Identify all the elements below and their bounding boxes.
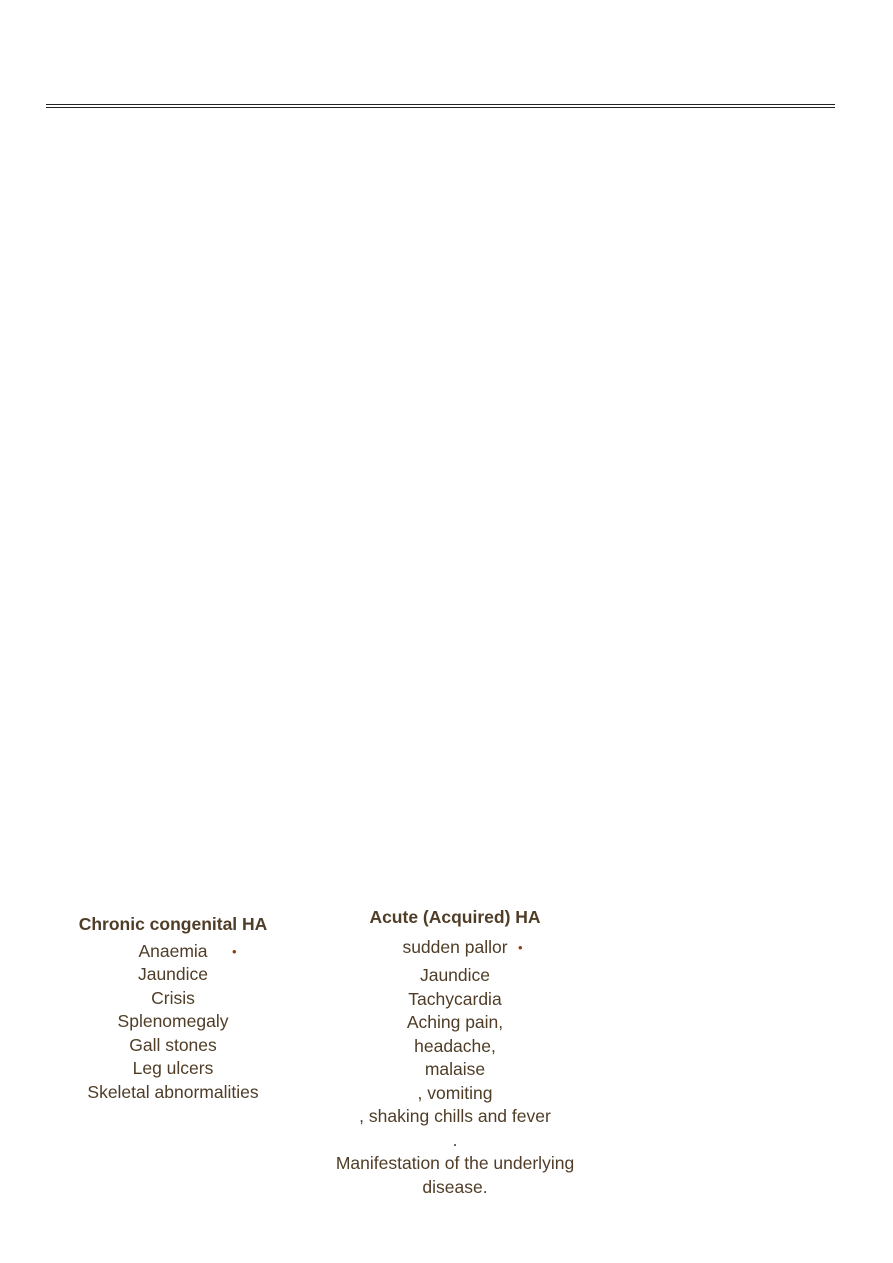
chronic-heading: Chronic congenital HA [78,914,268,934]
acute-item-period: . [452,1129,458,1150]
chronic-item-leg-ulcers: Leg ulcers [132,1058,214,1078]
header-rule-bottom [46,107,835,108]
acute-item-chills-fever: , shaking chills and fever [359,1106,551,1126]
acute-item-headache: headache, [414,1035,496,1056]
acute-item-vomiting: , vomiting [417,1082,493,1103]
chronic-congenital-column [60,913,286,1104]
acute-item-disease: disease. [422,1176,488,1197]
bullet-icon: • [232,943,237,959]
acute-item-tachycardia: Tachycardia [408,988,502,1009]
chronic-item-skeletal: Skeletal abnormalities [87,1081,259,1102]
acute-item-jaundice: Jaundice [419,965,491,985]
chronic-item-gall-stones: Gall stones [129,1034,217,1055]
acute-item-aching-pain: Aching pain, [406,1012,504,1032]
chronic-item-jaundice: Jaundice [137,964,209,984]
acute-acquired-column [316,906,594,1199]
acute-item-sudden-pallor [316,936,594,960]
chronic-item-anaemia [60,940,286,964]
acute-item-label: sudden pallor [402,936,508,957]
chronic-item-crisis: Crisis [151,987,195,1008]
chronic-item-label: Anaemia [138,940,208,961]
acute-item-manifestation: Manifestation of the underlying [335,1153,575,1173]
acute-heading: Acute (Acquired) HA [369,907,541,927]
acute-item-malaise: malaise [424,1059,486,1079]
chronic-item-splenomegaly: Splenomegaly [117,1011,229,1031]
bullet-icon: • [518,939,523,955]
header-rule-top [46,104,835,105]
